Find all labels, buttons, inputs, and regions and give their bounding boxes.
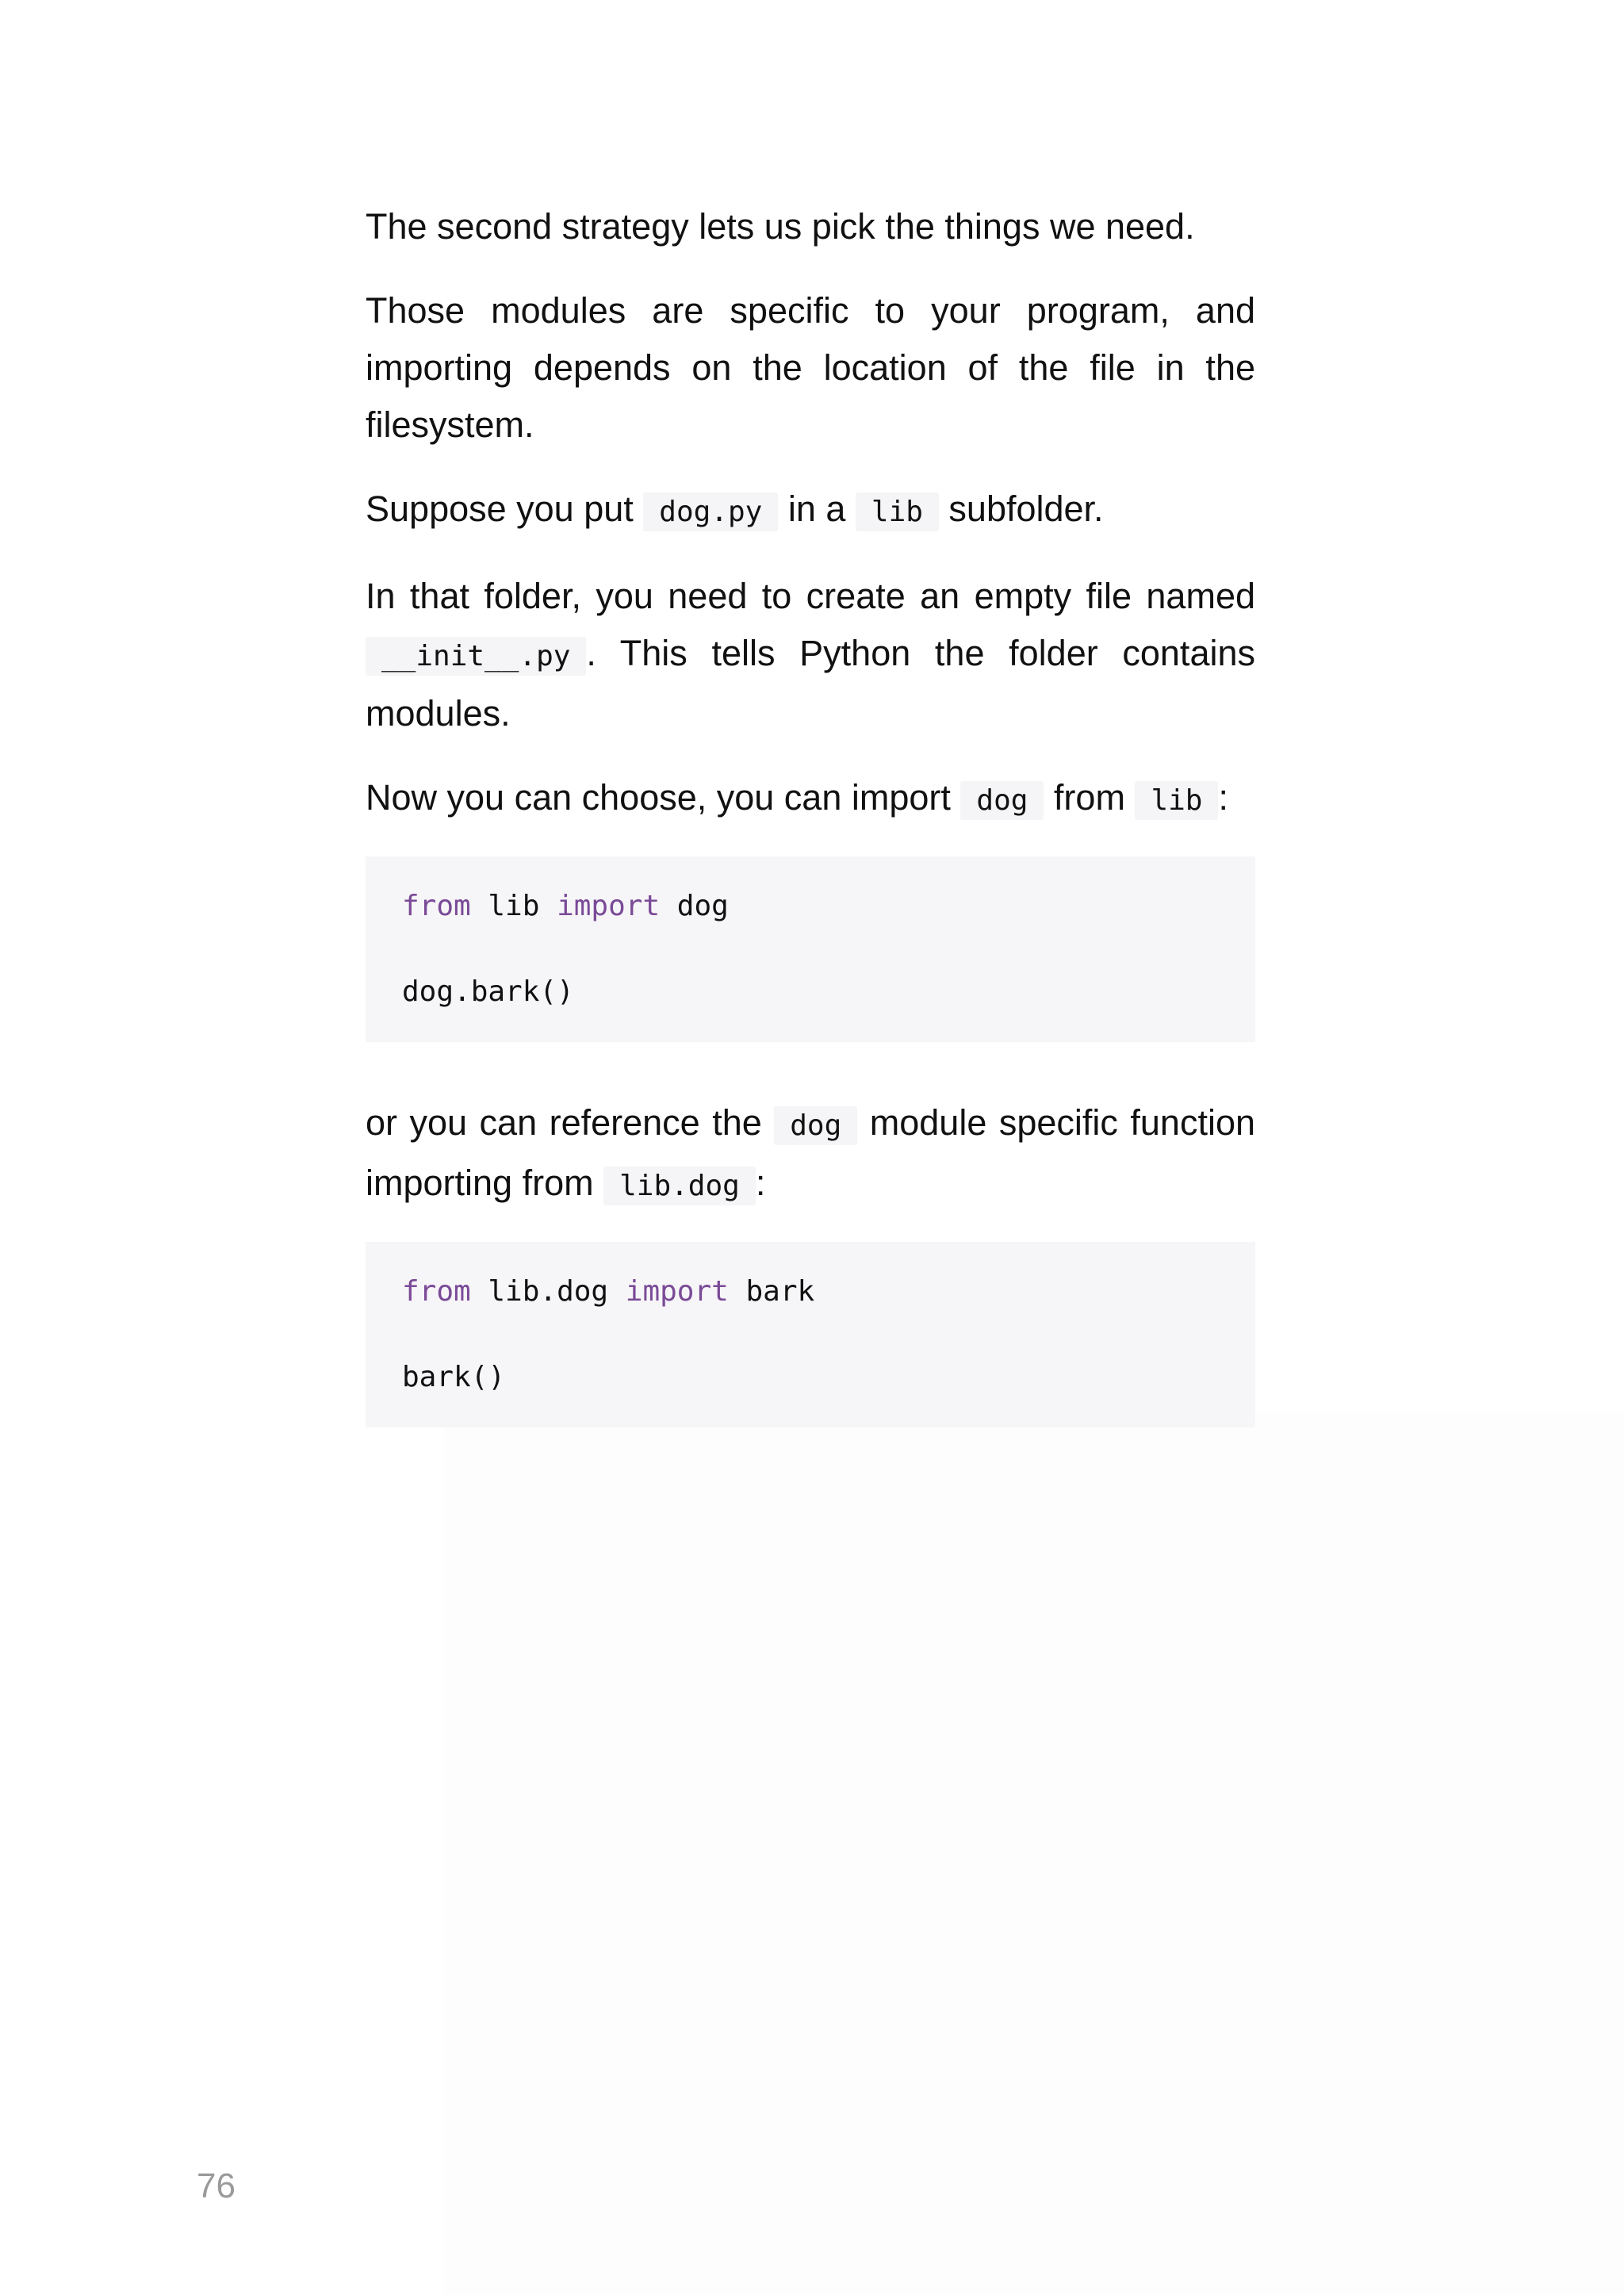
inline-code-dog: dog — [774, 1106, 857, 1145]
paragraph-modules-specific: Those modules are specific to your program, and importing depends on the location of the file in the filesystem. — [366, 290, 1255, 445]
document-body — [366, 198, 1255, 1480]
text-span: Suppose you put — [366, 489, 644, 529]
text-span: in a — [778, 489, 856, 529]
inline-code-lib: lib — [856, 492, 939, 531]
inline-code-lib: lib — [1135, 781, 1218, 820]
code-line — [402, 885, 1219, 928]
code-line: bark() — [402, 1361, 506, 1393]
page-background-shade — [444, 1412, 1624, 2295]
code-keyword: from — [402, 1275, 471, 1308]
text-span: Now you can choose, you can import — [366, 777, 961, 818]
inline-code-lib-dog: lib.dog — [603, 1167, 756, 1205]
paragraph-init-file — [366, 568, 1255, 742]
code-text: lib.dog — [470, 1275, 626, 1308]
text-span: : — [1218, 777, 1228, 818]
code-text: bark — [728, 1275, 815, 1308]
code-keyword: import — [625, 1275, 729, 1308]
text-span: or you can reference the — [366, 1102, 775, 1143]
text-span: . This tells Python the folder contains modules. — [366, 633, 1255, 734]
code-keyword: import — [557, 890, 661, 922]
code-block-import-bark — [366, 1242, 1255, 1427]
paragraph-strategy: The second strategy lets us pick the things we need. — [366, 206, 1195, 247]
paragraph-reference — [366, 1094, 1255, 1215]
code-line — [402, 1270, 1219, 1313]
code-line-empty — [402, 1313, 1219, 1356]
inline-code-dog: dog — [960, 781, 1044, 820]
text-span: from — [1044, 777, 1136, 818]
text-span: : — [755, 1163, 766, 1203]
inline-code-dog-py: dog.py — [643, 492, 778, 531]
text-span: subfolder. — [938, 489, 1104, 529]
code-block-import-dog — [366, 856, 1255, 1042]
code-text: dog — [660, 890, 729, 922]
paragraph-choose — [366, 769, 1255, 829]
code-text: lib — [470, 890, 557, 922]
code-keyword: from — [402, 890, 471, 922]
page-number: 76 — [197, 2167, 236, 2205]
paragraph-suppose — [366, 481, 1255, 541]
text-span: module specific function importing from — [366, 1102, 1256, 1203]
code-line: dog.bark() — [402, 975, 574, 1008]
inline-code-init-py: __init__.py — [366, 637, 586, 676]
text-span: In that folder, you need to create an empty file named — [366, 576, 1255, 616]
code-line-empty — [402, 928, 1219, 971]
